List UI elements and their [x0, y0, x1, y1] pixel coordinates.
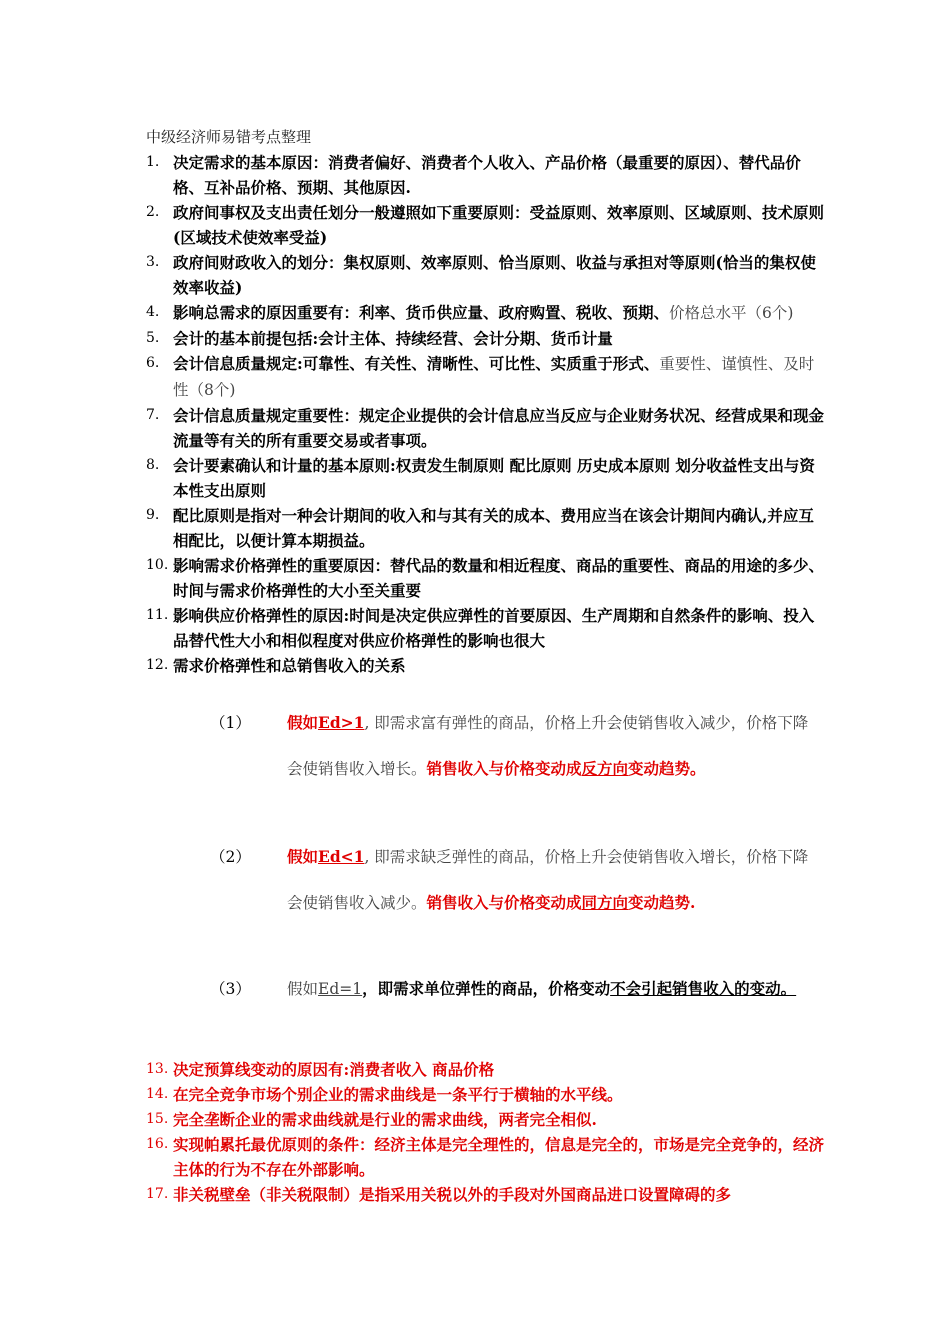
list-item: [146, 150, 826, 200]
item-number: 3.: [146, 254, 160, 270]
condition-text: , 即需求缺乏弹性的商品，价格上升会使销售收入增长，价格下降会使销售收入减少。: [287, 848, 809, 912]
list-item: [146, 300, 826, 326]
item-text: 决定预算线变动的原因有:消费者收入 商品价格: [173, 1060, 495, 1079]
item-text-bold: 影响总需求的原因重要有：利率、货币供应量、政府购置、税收、预期、: [173, 303, 670, 322]
item-number: 2.: [146, 204, 160, 220]
list-item: [146, 653, 826, 678]
list-item: [146, 250, 826, 300]
sub-item-body: [287, 966, 817, 1012]
item-number: 14.: [146, 1086, 169, 1102]
list-item: [146, 1182, 826, 1207]
list-item: [146, 453, 826, 503]
item-text: 在完全竞争市场个别企业的需求曲线是一条平行于横轴的水平线。: [173, 1085, 623, 1104]
item-number: 12.: [146, 657, 169, 673]
list-item: [146, 1057, 826, 1082]
conclusion-text: 销售收入与价格变动成: [426, 893, 582, 912]
sub-item-label: （2）: [210, 848, 251, 866]
item-text: 完全垄断企业的需求曲线就是行业的需求曲线，两者完全相似.: [173, 1110, 597, 1129]
item-text: 决定需求的基本原因：消费者偏好、消费者个人收入、产品价格（最重要的原因）、替代品价格、互补品价格、预期、其他原因.: [173, 153, 801, 197]
list-item: [146, 403, 826, 453]
item-number: 1.: [146, 154, 160, 170]
item-number: 16.: [146, 1136, 169, 1152]
sub-item-body: [287, 700, 817, 792]
item-text-bold: 会计信息质量规定:可靠性、有关性、清晰性、可比性、实质重于形式、: [173, 354, 660, 373]
condition-formula: Ed<1: [318, 847, 365, 866]
item-number: 7.: [146, 407, 160, 423]
conclusion-emphasis: 同方向: [581, 893, 629, 912]
document-title: 中级经济师易错考点整理: [146, 128, 312, 146]
list-item: [146, 326, 826, 351]
list-item: [146, 603, 826, 653]
sub-item-body: [287, 834, 817, 926]
list-item: [146, 1132, 826, 1182]
item-text: 非关税壁垒（非关税限制）是指采用关税以外的手段对外国商品进口设置障碍的多: [173, 1185, 732, 1204]
item-number: 13.: [146, 1061, 169, 1077]
item-text: 影响需求价格弹性的重要原因：替代品的数量和相近程度、商品的重要性、商品的用途的多少、时间与需求价格弹性的大小至关重要: [173, 556, 825, 600]
conclusion-tail: 变动。: [749, 979, 797, 998]
item-number: 5.: [146, 330, 160, 346]
list-item: [146, 351, 826, 403]
conclusion-text: 销售收入与价格变动成: [426, 759, 582, 778]
item-text: 配比原则是指对一种会计期间的收入和与其有关的成本、费用应当在该会计期间内确认,并应互相配比，以便计算本期损益。: [173, 506, 814, 550]
condition-formula: Ed=1: [318, 980, 363, 998]
condition-lead: 假如: [287, 847, 319, 866]
item-number: 4.: [146, 304, 160, 320]
item-text: 政府间财政收入的划分：集权原则、效率原则、恰当原则、收益与承担对等原则(恰当的集权使效率收益): [173, 253, 816, 297]
item-number: 9.: [146, 507, 160, 523]
item-text: 会计的基本前提包括:会计主体、持续经营、会计分期、货币计量: [173, 329, 613, 348]
condition-formula: Ed>1: [318, 713, 365, 732]
conclusion-tail: 变动趋势。: [628, 759, 706, 778]
conclusion-emphasis: 不会引起销售收入的: [610, 979, 750, 998]
conclusion-emphasis: 反方向: [581, 759, 629, 778]
item-text: 需求价格弹性和总销售收入的关系: [173, 656, 406, 675]
sub-item-label: （3）: [210, 980, 251, 998]
item-number: 17.: [146, 1186, 169, 1202]
sub-item-label: （1）: [210, 714, 251, 732]
item-number: 6.: [146, 355, 160, 371]
list-item: [146, 1107, 826, 1132]
item-text-tail: 价格总水平（6个): [669, 304, 794, 322]
condition-lead: 假如: [287, 713, 319, 732]
item-text: [173, 300, 826, 326]
conclusion-tail: 变动趋势.: [628, 893, 696, 912]
item-text: [173, 351, 826, 403]
item-text: 政府间事权及支出责任划分一般遵照如下重要原则：受益原则、效率原则、区域原则、技术原则(区域技术使效率受益): [173, 203, 825, 247]
item-text: 实现帕累托最优原则的条件：经济主体是完全理性的，信息是完全的，市场是完全竞争的，经济主体的行为不存在外部影响。: [173, 1135, 825, 1179]
condition-text: ，即需求单位弹性的商品，价格变动: [362, 979, 611, 998]
item-number: 10.: [146, 557, 169, 573]
condition-text: , 即需求富有弹性的商品，价格上升会使销售收入减少，价格下降会使销售收入增长。: [287, 714, 809, 778]
condition-lead: 假如: [287, 980, 319, 998]
item-number: 15.: [146, 1111, 169, 1127]
numbered-list: [146, 150, 826, 678]
item-text: 影响供应价格弹性的原因:时间是决定供应弹性的首要原因、生产周期和自然条件的影响、投入品替代性大小和相似程度对供应价格弹性的影响也很大: [173, 606, 815, 650]
item-text: 会计要素确认和计量的基本原则:权责发生制原则 配比原则 历史成本原则 划分收益性支出与资本性支出原则: [173, 456, 815, 500]
list-item: [146, 553, 826, 603]
item-text: 会计信息质量规定重要性：规定企业提供的会计信息应当反应与企业财务状况、经营成果和现金流量等有关的所有重要交易或者事项。: [173, 406, 825, 450]
list-item: [146, 503, 826, 553]
item-number: 8.: [146, 457, 160, 473]
list-item: [146, 1082, 826, 1107]
list-item: [146, 200, 826, 250]
item-text-tail: 重要性、谨慎性、及时性（8个): [173, 355, 815, 399]
item-number: 11.: [146, 607, 169, 623]
red-numbered-list: [146, 1057, 826, 1207]
